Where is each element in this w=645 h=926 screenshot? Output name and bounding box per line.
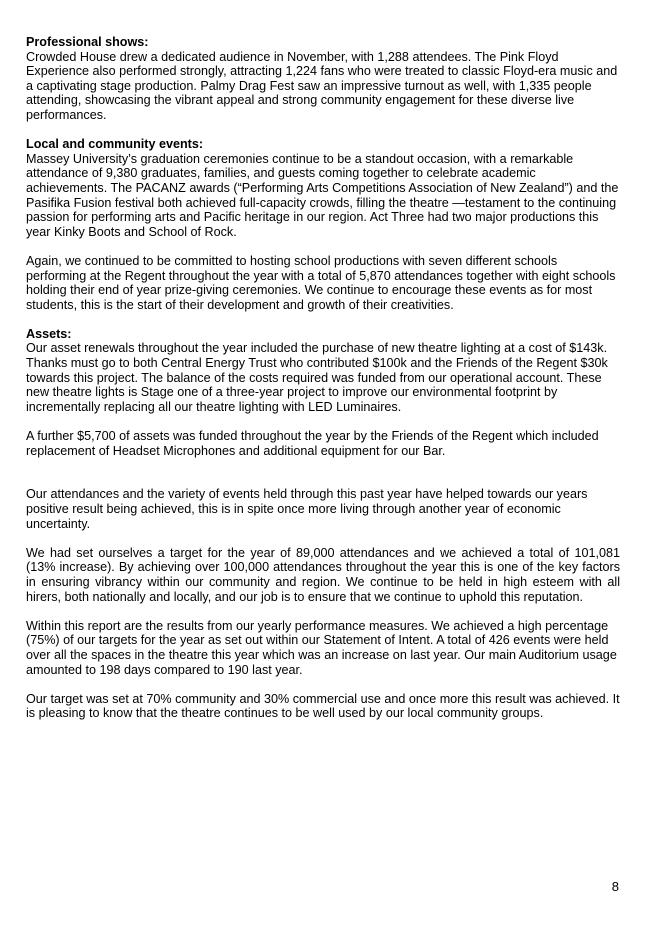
paragraph: A further $5,700 of assets was funded throughout the year by the Friends of the Regent which included replacement of Headset Microphones and additional equipment for our Bar.	[26, 429, 599, 458]
paragraph: Our target was set at 70% community and 30% commercial use and once more this result was achieved. It is pleasing to know that the theatre continues to be well used by our local community groups.	[26, 691, 620, 721]
section-heading: Assets:	[26, 326, 72, 341]
page-number: 8	[611, 879, 619, 894]
section-assets	[26, 327, 620, 458]
section-heading: Local and community events:	[26, 137, 204, 152]
paragraph: Again, we continued to be committed to hosting school productions with seven different schools performing at the Regent throughout the year with a total of 5,870 attendances together with eight schools holding their end of year prize-giving ceremonies. We continue to encourage these events as for most students, this is the start of their development and growth of their creativities.	[26, 253, 616, 312]
paragraph: Our asset renewals throughout the year included the purchase of new theatre lighting at a cost of $143k. Thanks must go to both Central Energy Trust who contributed $100k and the Friends of the Regent $30k towards this project. The balance of the costs required was funded from our operational account. These new theatre lights is Stage one of a three-year project to improve our environmental footprint by incrementally replacing all our theatre lighting with LED Luminaires.	[26, 341, 608, 414]
paragraph: We had set ourselves a target for the year of 89,000 attendances and we achieved a total of 101,081 (13% increase). By achieving over 100,000 attendances throughout the year this is one of the key factors in ensuring vibrancy within our community and region. We continue to be held in high esteem with all hirers, both nationally and locally, and our job is to ensure that we continue to uphold this reputation.	[26, 545, 620, 604]
section-heading: Professional shows:	[26, 35, 149, 49]
paragraph: Massey University’s graduation ceremonies continue to be a standout occasion, with a remarkable attendance of 9,380 graduates, families, and guests coming together to celebrate academic achievements. The PACANZ awards (“Performing Arts Competitions Association of New Zealand”) and the Pasifika Fusion festival both achieved full-capacity crowds, filling the theatre —testament to the continuing passion for performing arts and Pacific heritage in our region. Act Three had two major productions this year Kinky Boots and School of Rock.	[26, 151, 619, 239]
paragraph: Crowded House drew a dedicated audience in November, with 1,288 attendees. The Pink Floyd Experience also performed strongly, attracting 1,224 fans who were treated to classic Floyd-era music and a captivating stage production. Palmy Drag Fest saw an impressive turnout as well, with 1,335 people attending, showcasing the vibrant appeal and strong community engagement for these diverse live performances.	[26, 49, 618, 122]
section-professional-shows	[26, 35, 620, 123]
section-summary	[26, 487, 620, 721]
document-page	[26, 35, 620, 721]
section-local-community-events	[26, 137, 620, 312]
paragraph: Our attendances and the variety of events held through this past year have helped towards our years positive result being achieved, this is in spite once more living through another year of economic uncertainty.	[26, 487, 588, 531]
paragraph: Within this report are the results from our yearly performance measures. We achieved a high percentage (75%) of our targets for the year as set out within our Statement of Intent. A total of 426 events were held over all the spaces in the theatre this year which was an increase on last year. Our main Auditorium usage amounted to 198 days compared to 190 last year.	[26, 618, 617, 677]
